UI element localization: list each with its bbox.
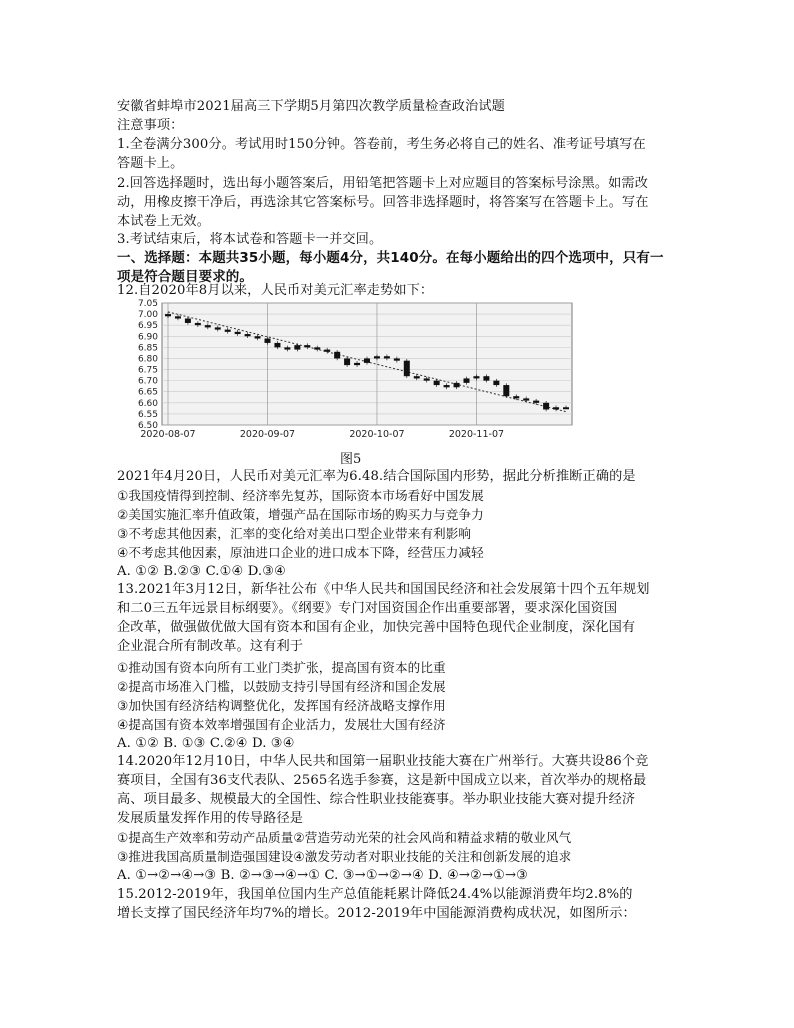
data-point [543, 403, 549, 410]
y-tick-label: 6.95 [137, 321, 158, 332]
section-heading: 项是符合题目要求的。 [117, 269, 253, 285]
y-tick-label: 6.80 [137, 354, 158, 365]
q14-line: 发展质量发挥作用的传导路径是 [117, 811, 304, 826]
q13-item: ③加快国有经济结构调整优化，发挥国有经济战略支撑作用 [117, 698, 446, 713]
data-point [404, 361, 410, 377]
q15-line: 15.2012-2019年，我国单位国内生产总值能耗累计降低24.4%以能源消费年均2.8%的 [117, 887, 633, 902]
data-point [225, 330, 231, 332]
q13-line: 13.2021年3月12日，新华社公布《中华人民共和国国民经济和社会发展第十四个五年规划 [117, 582, 650, 597]
data-point [503, 385, 509, 396]
notice-line: 3.考试结束后，将本试卷和答题卡一并交回。 [117, 232, 383, 247]
q14-line: 赛项目，全国有36支代表队、2565名选手参赛，这是新中国成立以来，首次举办的规格最 [117, 773, 647, 788]
notice-line: 2.回答选择题时，选出每小题答案后，用铅笔把答题卡上对应题目的答案标号涂黑。如需改 [117, 176, 648, 191]
notice-line: 本试卷上无效。 [117, 214, 211, 229]
data-point [235, 332, 241, 334]
y-tick-label: 6.90 [137, 332, 158, 343]
data-point [165, 314, 171, 316]
q12-item: ③不考虑其他因素，汇率的变化给对美出口型企业带来有利影响 [117, 526, 472, 541]
data-point [354, 363, 360, 365]
data-point [245, 334, 251, 336]
data-point [215, 327, 221, 329]
data-point [464, 378, 470, 382]
data-point [434, 381, 440, 385]
data-point [513, 396, 519, 398]
data-point [195, 323, 201, 325]
q13-line: 企改革，做强做优做大国有资本和国有企业，加快完善中国特色现代企业制度，深化国有 [117, 620, 636, 635]
y-tick-label: 6.60 [137, 398, 158, 409]
q14-options: A. ①→②→④→③ B. ②→③→④→① C. ③→①→②→④ D. ④→②→①→③ [117, 868, 529, 883]
data-point [185, 319, 191, 323]
section-heading: 一、选择题：本题共35小题，每小题4分，共140分。在每小题给出的四个选项中，只有一 [117, 250, 664, 266]
q13-item: ②提高市场准入门槛，以鼓励支持引导国有经济和国企发展 [117, 679, 446, 694]
data-point [314, 347, 320, 349]
data-point [424, 378, 430, 380]
data-point [274, 343, 280, 347]
x-tick-label: 2020-08-07 [140, 429, 196, 440]
q14-line: 高、项目最多、规模最大的全国性、综合性职业技能赛事。举办职业技能大赛对提升经济 [117, 792, 636, 807]
data-point [563, 407, 569, 409]
data-point [334, 352, 340, 359]
figure-caption: 图5 [340, 452, 362, 467]
notice-heading: 注意事项： [117, 118, 184, 133]
data-point [523, 398, 529, 400]
data-point [175, 316, 181, 318]
y-tick-label: 6.55 [137, 409, 158, 420]
data-point [553, 407, 559, 409]
y-tick-label: 6.50 [137, 421, 158, 431]
data-point [444, 385, 450, 387]
q12-item: ①我国疫情得到控制、经济率先复苏，国际资本市场看好中国发展 [117, 488, 484, 503]
notice-line: 1.全卷满分300分。考试用时150分钟。答卷前，考生务必将自己的姓名、准考证号填写在 [117, 137, 646, 152]
q13-line: 和二0三五年远景目标纲要》。《纲要》专门对国资国企作出重要部署，要求深化国资国 [117, 601, 618, 616]
notice-line: 答题卡上。 [117, 156, 184, 171]
y-tick-label: 6.65 [137, 387, 158, 398]
notice-line: 动，用橡皮擦干净后，再选涂其它答案标号。回答非选择题时，将答案写在答题卡上。写在 [117, 195, 649, 210]
y-tick-label: 6.85 [137, 343, 158, 354]
y-tick-label: 6.75 [137, 365, 158, 376]
q13-item: ①推动国有资本向所有工业门类扩张，提高国有资本的比重 [117, 660, 446, 675]
q14-item: ③推进我国高质量制造强国建设④激发劳动者对职业技能的关注和创新发展的追求 [117, 849, 572, 864]
data-point [284, 347, 290, 349]
exchange-rate-chart [117, 298, 577, 443]
data-point [454, 383, 460, 387]
y-tick-label: 7.05 [137, 299, 158, 309]
data-point [364, 358, 370, 362]
data-point [493, 381, 499, 385]
data-point [324, 350, 330, 352]
data-point [374, 356, 380, 358]
data-point [473, 376, 479, 378]
x-tick-label: 2020-10-07 [349, 429, 405, 440]
data-point [205, 325, 211, 327]
data-point [483, 376, 489, 380]
data-point [255, 336, 261, 338]
q14-line: 14.2020年12月10日，中华人民共和国第一届职业技能大赛在广州举行。大赛共设86个竞 [117, 754, 649, 769]
q13-options: A. ①② B. ①③ C.②④ D. ③④ [117, 736, 295, 751]
q12-text: 2021年4月20日，人民币对美元汇率为6.48.结合国际国内形势，据此分析推断正确的是 [117, 469, 636, 484]
data-point [414, 376, 420, 378]
data-point [344, 358, 350, 365]
q12-stem: 12.自2020年8月以来，人民币对美元汇率走势如下： [117, 283, 434, 298]
x-tick-label: 2020-09-07 [239, 429, 296, 440]
q12-options: A. ①② B.②③ C.①④ D.③④ [117, 564, 287, 579]
y-tick-label: 6.70 [137, 376, 158, 387]
q13-line: 企业混合所有制改革。这有利于 [117, 639, 304, 654]
y-tick-label: 7.00 [137, 310, 158, 321]
data-point [294, 345, 300, 349]
q12-item: ④不考虑其他因素，原油进口企业的进口成本下降，经营压力减轻 [117, 545, 484, 560]
data-point [265, 338, 271, 342]
q14-item: ①提高生产效率和劳动产品质量②营造劳动光荣的社会风尚和精益求精的敬业风气 [117, 830, 572, 845]
q13-item: ④提高国有资本效率增强国有企业活力，发展壮大国有经济 [117, 717, 446, 732]
q12-item: ②美国实施汇率升值政策，增强产品在国际市场的购买力与竞争力 [117, 507, 484, 522]
q15-line: 增长支撑了国民经济年均7%的增长。2012-2019年中国能源消费构成状况，如图所示： [117, 906, 636, 921]
exam-title: 安徽省蚌埠市2021届高三下学期5月第四次教学质量检查政治试题 [117, 99, 505, 114]
data-point [394, 358, 400, 360]
chart-svg [117, 298, 577, 443]
data-point [304, 345, 310, 347]
data-point [533, 401, 539, 403]
data-point [384, 356, 390, 358]
x-tick-label: 2020-11-07 [448, 429, 505, 440]
